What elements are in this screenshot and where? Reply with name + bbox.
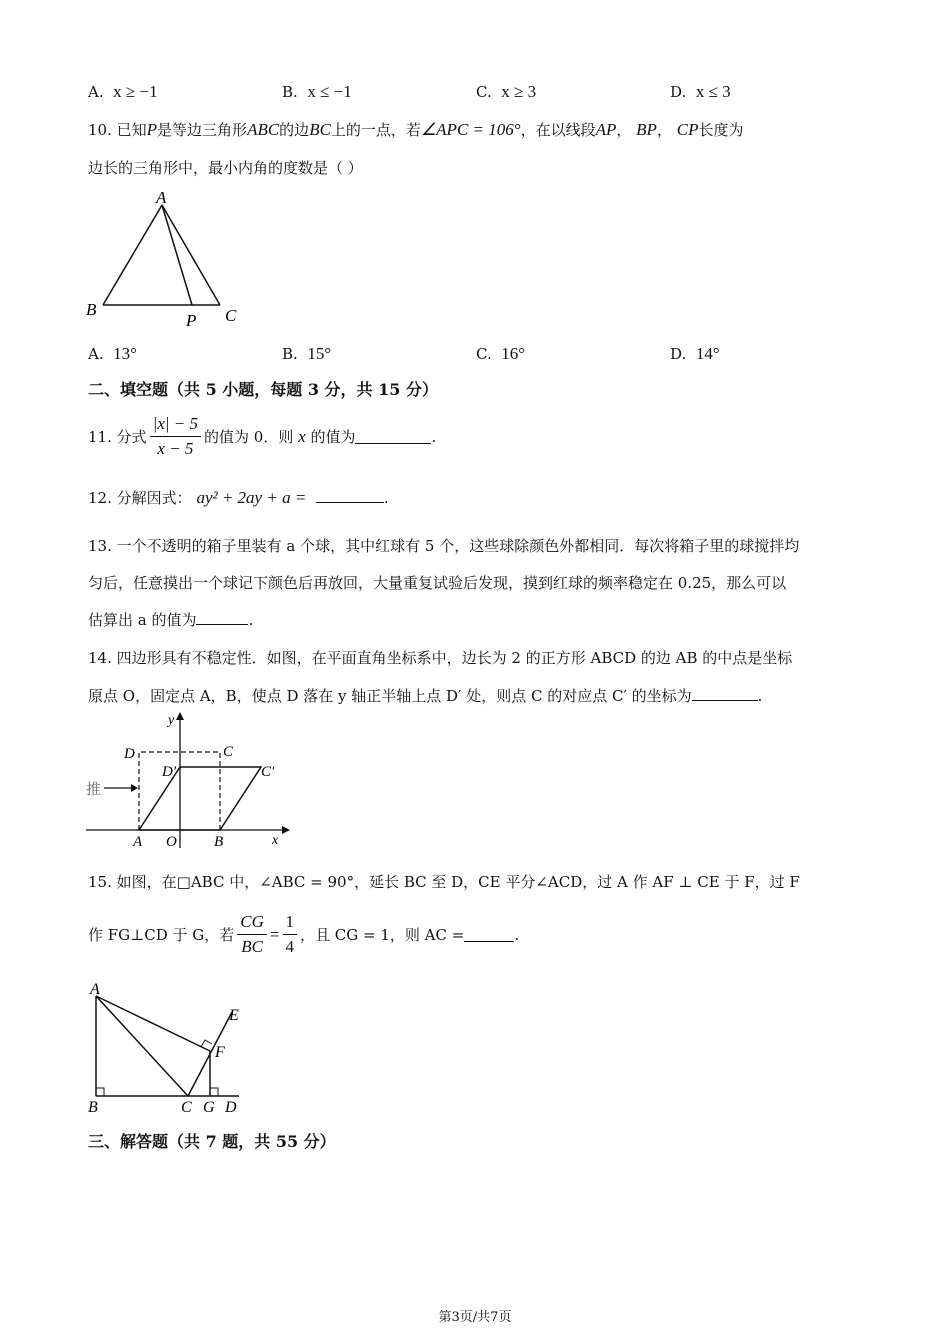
q15-ratio-fraction: $\frac{CG}{BC}$ bbox=[237, 912, 267, 957]
q9-option-c: C. x ≥ 3 bbox=[476, 82, 537, 101]
q15-line1: 15. 如图，在□ABC 中，∠ABC = 90°，延长 BC 至 D，CE 平分∠ACD，过 A 作 AF ⊥ CE 于 F，过 F bbox=[88, 873, 800, 891]
side-ac bbox=[96, 996, 188, 1096]
y-axis-arrow bbox=[176, 712, 184, 720]
side-ac bbox=[162, 205, 220, 305]
right-angle-g bbox=[210, 1088, 218, 1096]
q14-figure bbox=[84, 712, 294, 852]
label-a: A bbox=[133, 834, 143, 850]
q10-line1: 10. 已知P是等边三角形ABC的边BC上的一点，若∠APC = 106°，在以线段AP， BP， CP长度为 bbox=[88, 120, 744, 139]
label-p: P bbox=[186, 311, 197, 330]
label-b: B bbox=[86, 300, 97, 319]
label-c: C bbox=[181, 1099, 192, 1116]
q14-answer-blank[interactable] bbox=[692, 686, 758, 701]
q13-line1: 13. 一个不透明的箱子里装有 a 个球，其中红球有 5 个，这些球除颜色外都相同．每次将箱子里的球搅拌均 bbox=[88, 537, 800, 555]
label-a: A bbox=[156, 188, 167, 207]
q14-line2: 原点 O，固定点 A，B，使点 D 落在 y 轴正半轴上点 D′ 处，则点 C 的对应点 C′ 的坐标为 . bbox=[88, 687, 763, 705]
segment-ap bbox=[162, 205, 192, 305]
segment-af bbox=[96, 996, 210, 1051]
push-arrow-head bbox=[131, 784, 138, 792]
label-b: B bbox=[88, 1099, 98, 1116]
q11-fraction: $\frac{|x| - 5}{x - 5}$ bbox=[150, 414, 201, 459]
q10-option-a: A. 13° bbox=[88, 344, 137, 363]
q15-line2: 作 FG⊥CD 于 G，若 $\frac{CG}{BC}$ = $\frac{1}{4}$ ，且 CG = 1，则 AC = . bbox=[88, 912, 520, 956]
q11-answer-blank[interactable] bbox=[355, 429, 431, 444]
label-x: x bbox=[272, 833, 279, 848]
q10-option-c: C. 16° bbox=[476, 344, 526, 363]
page-footer: 第3页/共7页 bbox=[438, 1310, 512, 1325]
side-ab bbox=[103, 205, 162, 305]
q10-option-d: D. 14° bbox=[670, 344, 720, 363]
label-d: D bbox=[225, 1099, 237, 1116]
q15-answer-blank[interactable] bbox=[464, 927, 514, 942]
label-a: A bbox=[90, 981, 100, 998]
q14-line1: 14. 四边形具有不稳定性．如图，在平面直角坐标系中，边长为 2 的正方形 ABCD 的边 AB 的中点是坐标 bbox=[88, 649, 793, 667]
label-y: y bbox=[168, 713, 175, 728]
q12-answer-blank[interactable] bbox=[316, 488, 384, 503]
label-o: O bbox=[166, 834, 177, 850]
q10-option-b: B. 15° bbox=[282, 344, 332, 363]
right-angle-f bbox=[201, 1040, 212, 1047]
q9-option-d: D. x ≤ 3 bbox=[670, 82, 731, 101]
q13-answer-blank[interactable] bbox=[196, 610, 248, 625]
label-d: D bbox=[124, 746, 135, 762]
q10-figure bbox=[80, 185, 260, 330]
label-push: 推 bbox=[86, 780, 102, 798]
q13-line3: 估算出 a 的值为 . bbox=[88, 611, 254, 629]
q10-line2: 边长的三角形中，最小内角的度数是（ ） bbox=[88, 159, 363, 177]
pushed-parallelogram bbox=[139, 767, 261, 830]
q13-line2: 匀后，任意摸出一个球记下颜色后再放回，大量重复试验后发现，摸到红球的频率稳定在 0.25，那么可以 bbox=[88, 574, 787, 592]
label-c: C bbox=[223, 744, 234, 760]
q9-option-b: B. x ≤ −1 bbox=[282, 82, 352, 101]
label-g: G bbox=[203, 1099, 215, 1116]
q12: 12. 分解因式： ay² + 2ay + a = . bbox=[88, 488, 389, 507]
section-2-title: 二、填空题（共 5 小题，每题 3 分，共 15 分） bbox=[88, 380, 438, 399]
label-c: C bbox=[225, 306, 237, 325]
label-e: E bbox=[229, 1007, 239, 1024]
q11: 11. 分式 $\frac{|x| - 5}{x - 5}$ 的值为 0．则 x 的值为 . bbox=[88, 414, 437, 458]
label-d-prime: D′ bbox=[162, 764, 177, 780]
q15-value-fraction: $\frac{1}{4}$ bbox=[283, 912, 298, 957]
q15-figure bbox=[84, 978, 254, 1118]
section-3-title: 三、解答题（共 7 题，共 55 分） bbox=[88, 1132, 336, 1151]
label-c-prime: C′ bbox=[261, 764, 275, 780]
right-angle-b bbox=[96, 1088, 104, 1096]
label-b: B bbox=[214, 834, 224, 850]
x-axis-arrow bbox=[282, 826, 290, 834]
q9-option-a: A. x ≥ −1 bbox=[88, 82, 158, 101]
label-f: F bbox=[215, 1044, 225, 1061]
